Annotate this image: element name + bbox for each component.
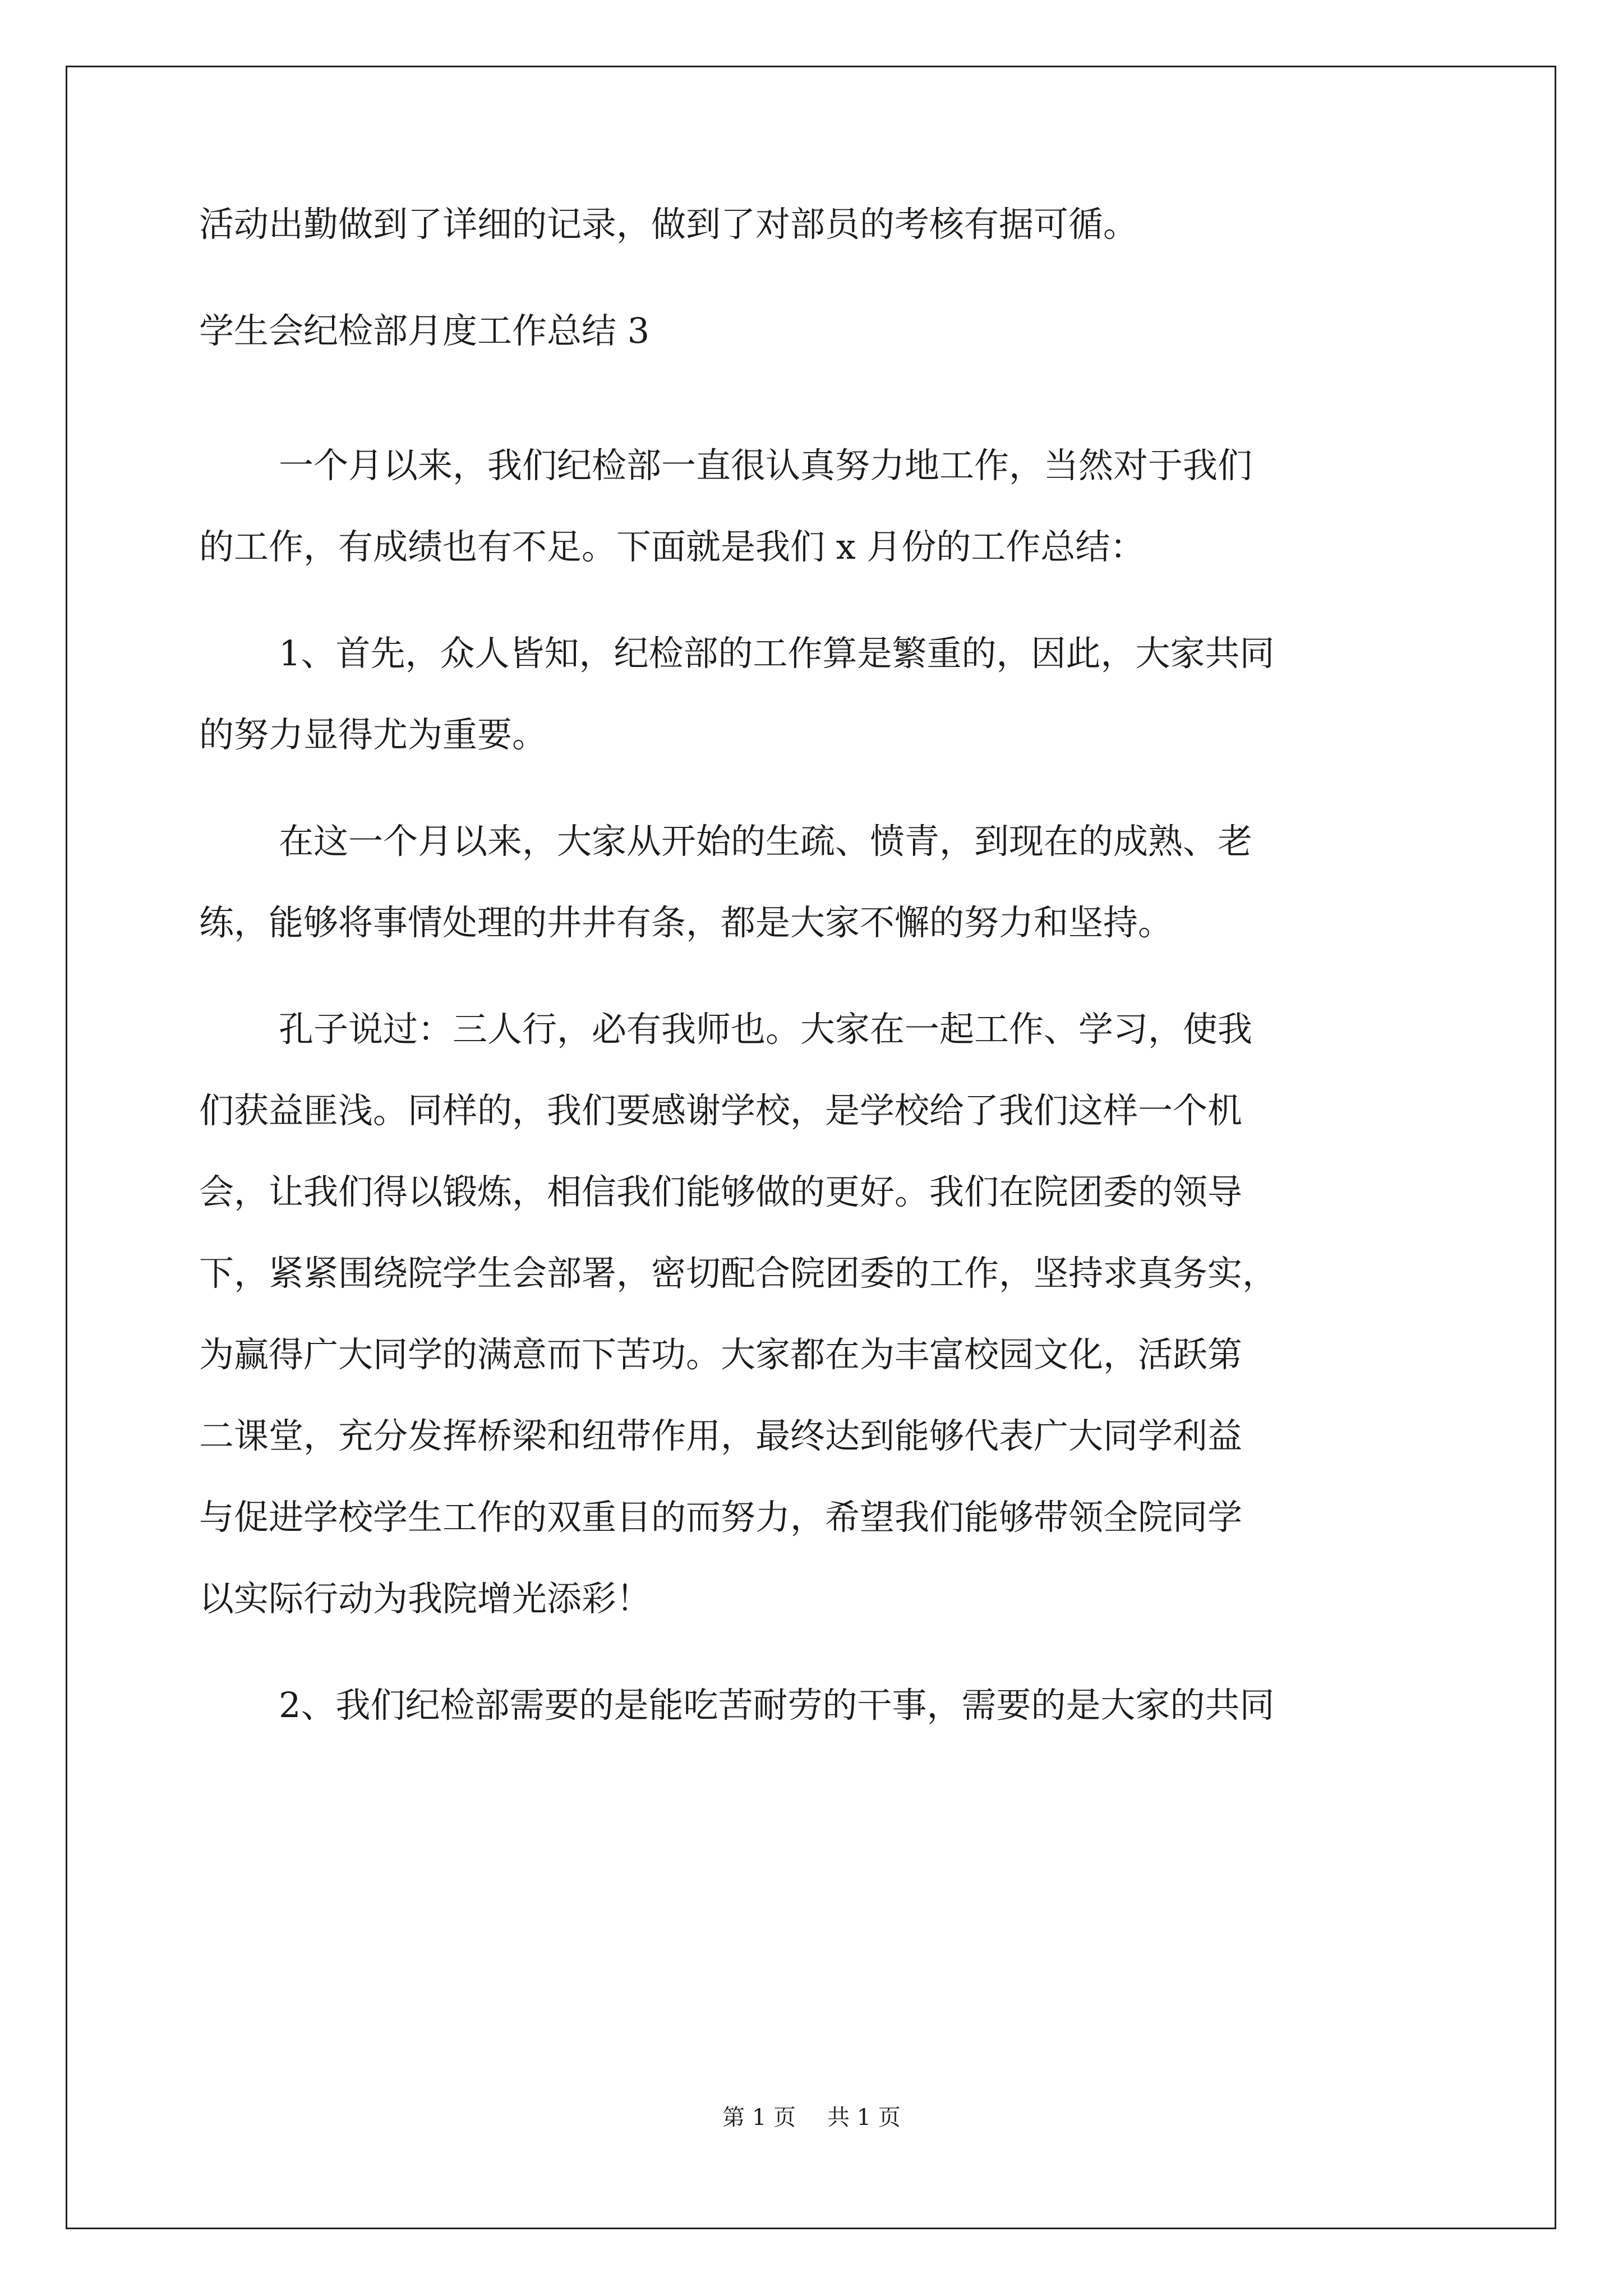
page-total: 共 1 页 bbox=[827, 2105, 901, 2131]
page-border bbox=[66, 66, 1556, 2229]
section-heading: 学生会纪检部月度工作总结 3 bbox=[199, 310, 650, 351]
body-line-3: 一个月以来，我们纪检部一直很认真努力地工作，当然对于我们 bbox=[279, 445, 1253, 486]
body-line-11: 会，让我们得以锻炼，相信我们能够做的更好。我们在院团委的领导 bbox=[199, 1171, 1243, 1212]
page-footer bbox=[0, 2101, 1623, 2134]
body-line-8: 练，能够将事情处理的井井有条，都是大家不懈的努力和坚持。 bbox=[199, 902, 1173, 943]
body-line-6: 的努力显得尤为重要。 bbox=[199, 714, 547, 755]
body-line-14: 二课堂，充分发挥桥梁和纽带作用，最终达到能够代表广大同学利益 bbox=[199, 1415, 1243, 1456]
body-line-12: 下，紧紧围绕院学生会部署，密切配合院团委的工作，坚持求真务实， bbox=[199, 1253, 1278, 1294]
body-line-7: 在这一个月以来，大家从开始的生疏、愤青，到现在的成熟、老 bbox=[279, 821, 1253, 862]
body-line-5: 1、首先，众人皆知，纪检部的工作算是繁重的，因此，大家共同 bbox=[279, 633, 1275, 674]
body-line-10: 们获益匪浅。同样的，我们要感谢学校，是学校给了我们这样一个机 bbox=[199, 1090, 1243, 1131]
body-line-16: 以实际行动为我院增光添彩！ bbox=[199, 1578, 652, 1619]
body-line-1: 活动出勤做到了详细的记录，做到了对部员的考核有据可循。 bbox=[199, 204, 1138, 245]
body-line-4: 的工作，有成绩也有不足。下面就是我们 x 月份的工作总结： bbox=[199, 526, 1145, 567]
body-line-15: 与促进学校学生工作的双重目的而努力，希望我们能够带领全院同学 bbox=[199, 1497, 1243, 1538]
body-line-17: 2、我们纪检部需要的是能吃苦耐劳的干事，需要的是大家的共同 bbox=[279, 1685, 1275, 1726]
page-number: 第 1 页 bbox=[722, 2105, 796, 2131]
body-line-9: 孔子说过：三人行，必有我师也。大家在一起工作、学习，使我 bbox=[279, 1009, 1253, 1050]
body-line-13: 为赢得广大同学的满意而下苦功。大家都在为丰富校园文化，活跃第 bbox=[199, 1334, 1243, 1375]
